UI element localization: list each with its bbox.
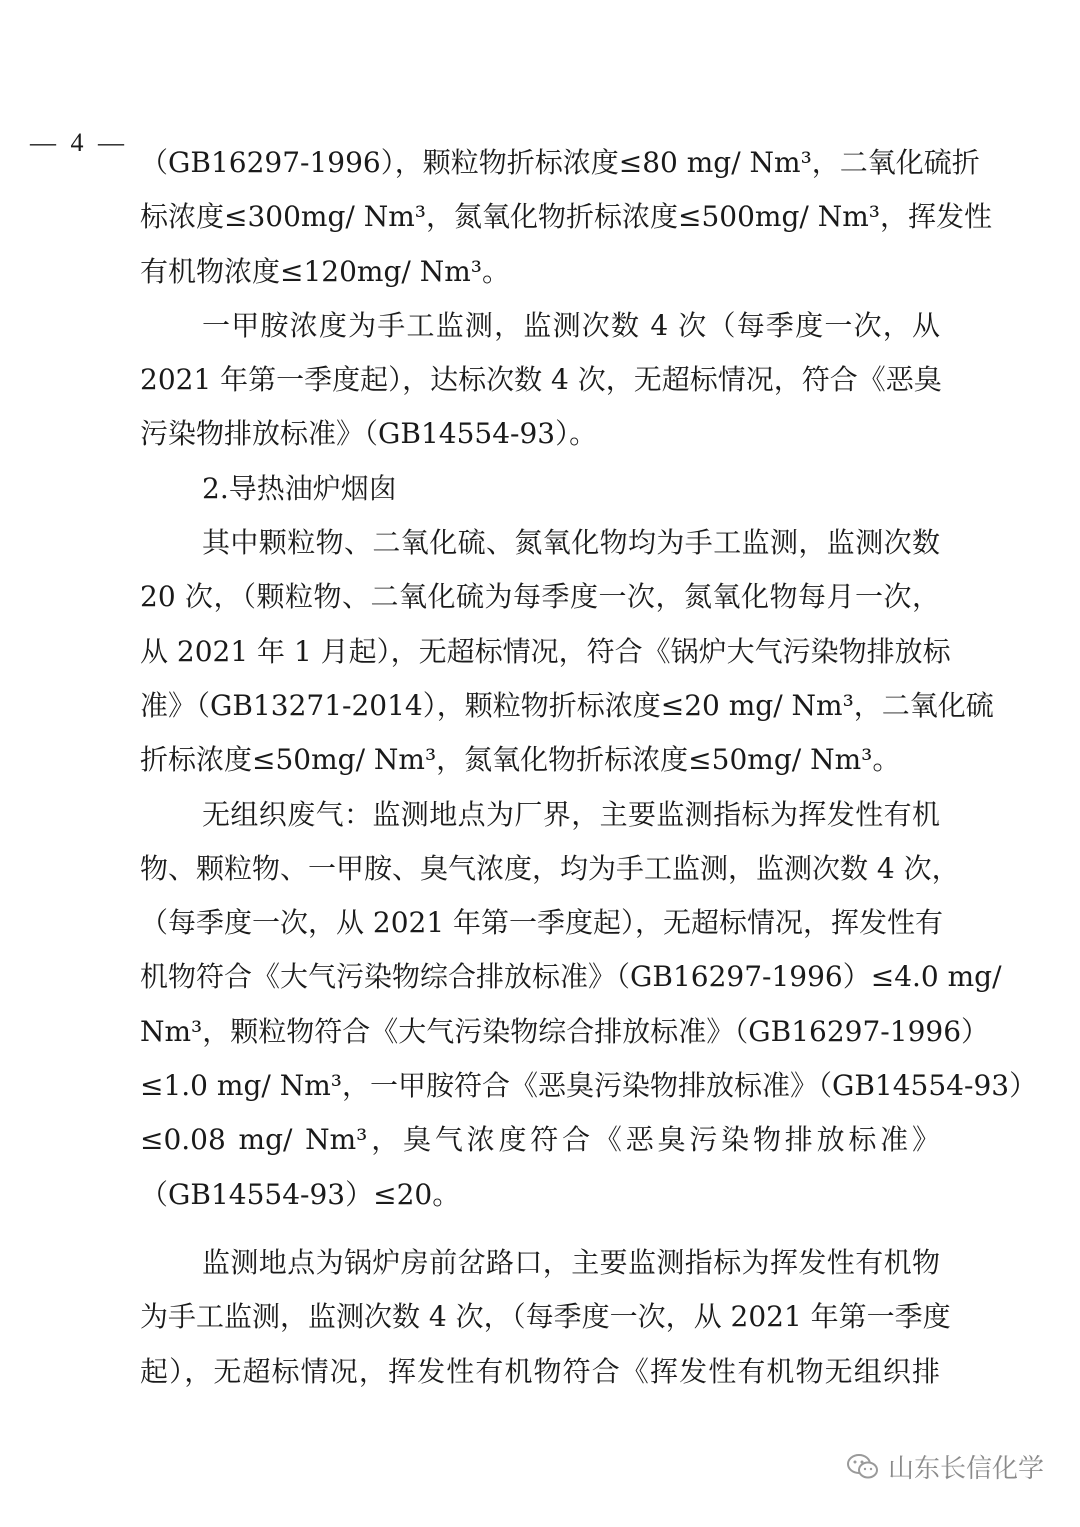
document-body [140,136,1038,1399]
text-line: 监测地点为锅炉房前岔路口，主要监测指标为挥发性有机物 [202,1245,940,1279]
text-line: 为手工监测，监测次数 4 次，（每季度一次，从 2021 年第一季度 [140,1300,951,1334]
text-line: （GB16297-1996），颗粒物折标浓度≤80 mg/ Nm³，二氧化硫折 [140,146,980,179]
text-line: 无组织废气：监测地点为厂界，主要监测指标为挥发性有机 [202,797,940,831]
text-line: 有机物浓度≤120mg/ Nm³。 [140,254,510,288]
page-number: — 4 — [30,128,128,157]
watermark [846,1448,1044,1485]
text-line: 机物符合《大气污染物综合排放标准》（GB16297-1996）≤4.0 mg/ [140,960,1002,994]
text-line: 标浓度≤300mg/ Nm³，氮氧化物折标浓度≤500mg/ Nm³，挥发性 [140,200,992,234]
text-line: 折标浓度≤50mg/ Nm³，氮氧化物折标浓度≤50mg/ Nm³。 [140,743,901,777]
text-line: 20 次，（颗粒物、二氧化硫为每季度一次，氮氧化物每月一次， [140,580,940,614]
text-line: 从 2021 年 1 月起），无超标情况，符合《锅炉大气污染物排放标 [140,634,951,668]
text-line: （每季度一次，从 2021 年第一季度起），无超标情况，挥发性有 [140,906,944,940]
text-line: 准》（GB13271-2014），颗粒物折标浓度≤20 mg/ Nm³，二氧化硫 [140,688,994,722]
text-line: 一甲胺浓度为手工监测，监测次数 4 次（每季度一次，从 [202,308,940,342]
text-line: 起），无超标情况，挥发性有机物符合《挥发性有机物无组织排 [140,1354,940,1388]
watermark-text: 山东长信化学 [887,1454,1044,1484]
text-line: （GB14554-93）≤20。 [140,1177,461,1211]
wechat-icon [846,1452,880,1482]
text-line: Nm³，颗粒物符合《大气污染物综合排放标准》（GB16297-1996） [140,1014,990,1048]
text-line: 2021 年第一季度起），达标次数 4 次，无超标情况，符合《恶臭 [140,363,942,397]
text-line: 2.导热油炉烟囱 [202,471,397,505]
text-line: 污染物排放标准》（GB14554-93）。 [140,417,598,451]
text-line: 其中颗粒物、二氧化硫、氮氧化物均为手工监测，监测次数 [202,526,940,560]
text-line: ≤1.0 mg/ Nm³，一甲胺符合《恶臭污染物排放标准》（GB14554-93） [140,1069,1038,1103]
text-line: ≤0.08 mg/ Nm³，臭气浓度符合《恶臭污染物排放标准》 [140,1123,940,1157]
text-line: 物、颗粒物、一甲胺、臭气浓度，均为手工监测，监测次数 4 次， [140,851,960,885]
